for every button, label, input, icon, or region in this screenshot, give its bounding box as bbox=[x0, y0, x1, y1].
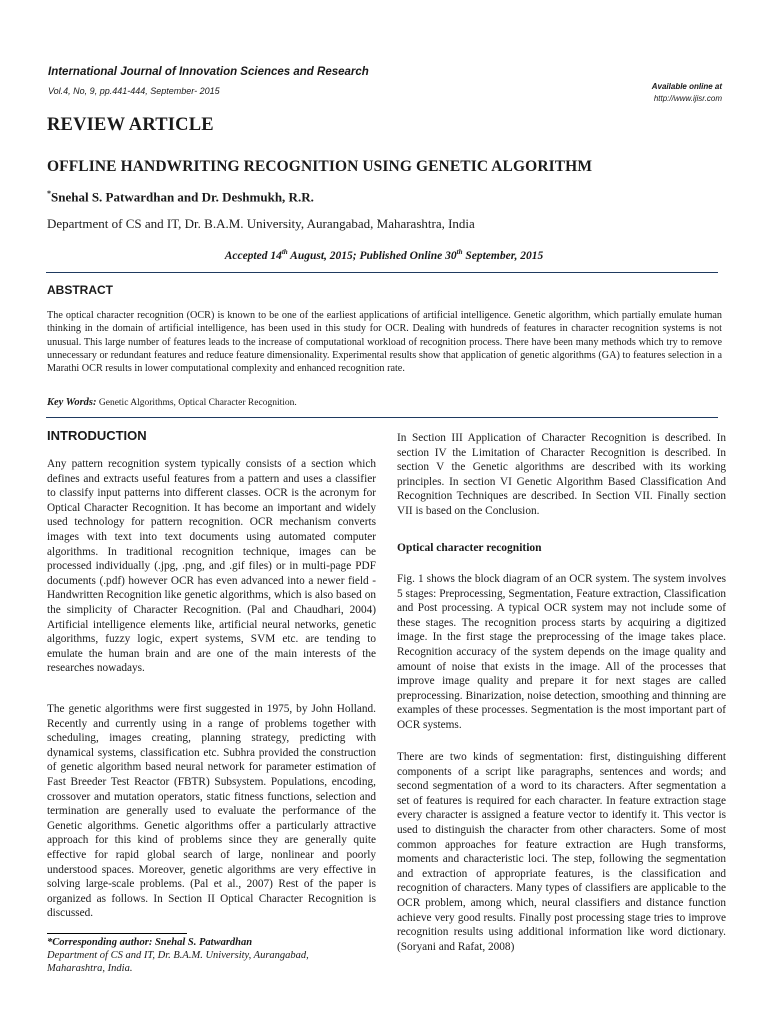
keywords-label: Key Words: bbox=[47, 397, 97, 408]
introduction-paragraph-1: Any pattern recognition system typically consists of a section which defines and extracts useful features from a pattern and uses a classifier to classify input patterns into different classes. OCR is the acronym for Optical Character Recognition. It has become an important and widely used technology for pattern recognition. OCR mechanism converts images with text into text documents using automated computer algorithms. In traditional recognition technique, images can be processed individually (.jpg, .png, and .gif files) or in multi-page PDF documents (.pdf) however OCR has even advanced into a newer field - Handwritten Recognition like genetic algorithms, which is also based on the simplicity of Character Recognition. (Pal and Chaudhari, 2004) Artificial intelligence elements like, artificial neural networks, genetic algorithms, fuzzy logic, expert systems, SVM etc. are tending to emulate the human brain and are one of the main interests of the researches nowadays. bbox=[47, 458, 376, 675]
corresponding-author: *Corresponding author: Snehal S. Patwardhan bbox=[47, 937, 253, 948]
abstract-heading: ABSTRACT bbox=[47, 283, 113, 297]
article-type: REVIEW ARTICLE bbox=[47, 115, 214, 135]
published-suffix: th bbox=[456, 248, 463, 256]
accepted-prefix: Accepted 14 bbox=[224, 249, 282, 262]
journal-website-link[interactable]: http://www.ijisr.com bbox=[653, 94, 722, 103]
affiliation: Department of CS and IT, Dr. B.A.M. University, Aurangabad, Maharashtra, India bbox=[47, 216, 475, 231]
available-online-label: Available online at bbox=[651, 82, 722, 91]
authors bbox=[47, 189, 314, 205]
footnote-divider bbox=[47, 933, 187, 934]
author-names: Snehal S. Patwardhan and Dr. Deshmukh, R.R. bbox=[51, 189, 314, 205]
keywords-list: Genetic Algorithms, Optical Character Recognition. bbox=[96, 398, 297, 408]
author-mark: * bbox=[47, 189, 51, 198]
corresponding-location: Maharashtra, India. bbox=[47, 963, 133, 974]
ocr-section-heading: Optical character recognition bbox=[397, 542, 542, 554]
publication-dates bbox=[0, 248, 768, 262]
right-paragraph-3: There are two kinds of segmentation: first, distinguishing different components of a script like paragraphs, sentences and words; and second segmentation of a word to its characters. After segmentation a set of features is required for each character. In feature extraction stage every character is assigned a feature vector to identify it. This vector is used to distinguish the character from other characters. Some of most common approaches for feature extraction are Hugh transforms, moments and characteristic loci. The step, following the segmentation and extraction of appropriate features, is the classification and recognition of characters. Many types of classifiers are applicable to the OCR problem, among which, neural classifiers and distance function achieve very good results. Finally post processing stage tries to improve recognition results using additional information like word dictionary. (Soryani and Rafat, 2008) bbox=[397, 751, 726, 953]
introduction-heading: INTRODUCTION bbox=[47, 428, 147, 443]
paper-title: OFFLINE HANDWRITING RECOGNITION USING GENETIC ALGORITHM bbox=[47, 158, 593, 175]
abstract-text: The optical character recognition (OCR) is known to be one of the earliest applications of artificial intelligence. Genetic algorithm, which partially emulate human thinking in the domain of artificial intelligence, has been used in this study for OCR. Dealing with hundreds of features in character recognition systems is not unusual. This large number of features leads to the increase of computational workload of recognition process. There have been many methods which try to remove unnecessary or redundant features and reduce feature dimensionality. Experimental results show that application of genetic algorithms (GA) to features selection in a Marathi OCR results in lower computational complexity and enhanced recognition rate. bbox=[47, 310, 722, 375]
abstract-divider bbox=[46, 417, 718, 418]
corresponding-department: Department of CS and IT, Dr. B.A.M. University, Aurangabad, bbox=[47, 950, 309, 961]
journal-name: International Journal of Innovation Sciences and Research bbox=[48, 66, 369, 78]
introduction-paragraph-2: The genetic algorithms were first suggested in 1975, by John Holland. Recently and currently using in a range of problems together with scheduling, images creating, planning strategy, predicting with dynamical systems, classification etc. Subhra provided the construction of genetic algorithm based neural network for parameter estimation of Fast Breeder Test Reactor (FBTR) Subsystem. Populations, encoding, crossover and mutation operators, static fitness functions, selection and termination are generally used to evaluate the performance of the Genetic algorithms. Genetic algorithms offer a particularly attractive approach for this kind of problems since they are generally quite effective for rapid global search of large, nonlinear and poorly understood spaces. Moreover, genetic algorithms are very effective in solving large-scale problems. (Pal et al., 2007) Rest of the paper is organized as follows. In Section II Optical Character Recognition is discussed. bbox=[47, 703, 376, 920]
published-rest: September, 2015 bbox=[462, 249, 544, 262]
header-divider bbox=[46, 272, 718, 273]
volume-info: Vol.4, No, 9, pp.441-444, September- 2015 bbox=[48, 86, 220, 96]
right-paragraph-2: Fig. 1 shows the block diagram of an OCR system. The system involves 5 stages: Preprocessing, Segmentation, Feature extraction, Classification and Post processing. A typical OCR system may not include some of these stages. The recognition process starts by acquiring a digitized image. In the first stage the preprocessing of the image takes place. Recognition accuracy of the system depends on the image quality and amount of noise that exists in the image. All of the processes that improve image quality and prepare it for next stages are called preprocessing. Binarization, noise detection, smoothing and thinning are examples of these processes. Segmentation is the most important part of OCR systems. bbox=[397, 573, 726, 731]
accepted-suffix: th bbox=[281, 248, 288, 256]
keywords bbox=[47, 397, 297, 408]
accepted-rest: August, 2015; Published Online 30 bbox=[287, 249, 457, 262]
right-paragraph-1: In Section III Application of Character Recognition is described. In section IV the Limitation of Character Recognition is described. In section V the Genetic algorithms are described with its working principles. In section VI Genetic Algorithm Based Classification And Recognition Techniques are described. In Section VII. Finally section VII is based on the Conclusion. bbox=[397, 432, 726, 517]
